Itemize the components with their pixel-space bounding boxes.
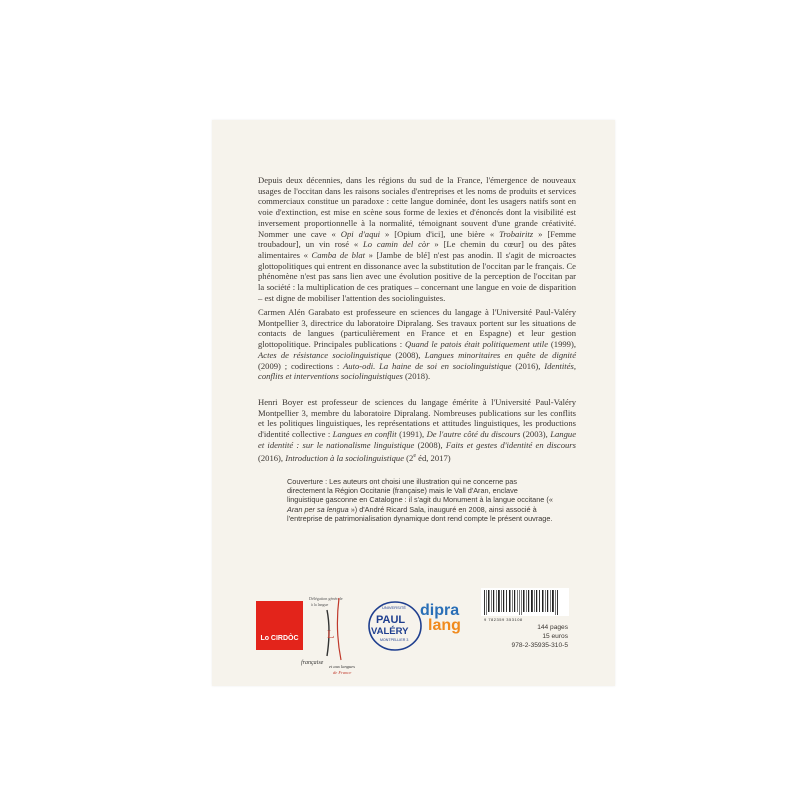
page-count: 144 pages — [537, 624, 568, 631]
price: 15 euros — [542, 633, 568, 640]
dglf-logo — [297, 590, 363, 682]
dglf-logo-bottom3: de France — [333, 670, 352, 675]
dglf-logo-mid: à la langue — [311, 602, 329, 607]
cover-caption: Couverture : Les auteurs ont choisi une illustration qui ne concerne pas directement la Région Occitanie (française) mais le Vall d'Aran, enclave linguistique gasconne en Catalogne : il s'agit du Monument à la langue occitane (« Aran per sa lengua ») d'André Ricard Sala, inauguré en 2008, ainsi associé à l'entreprise de patrimonialisation dynamique dont rend compte le présent ouvrage. — [287, 477, 553, 523]
author-bio-garabato: Carmen Alén Garabato est professeure en sciences du langage à l'Université Paul-Valéry Montpellier 3, directrice du laboratoire Dipralang. Ses travaux portent sur les situations de contacts de langues (particulièrement en France et en Espagne) et leur gestion glottopolitique. Principales publications : Quand le patois était politiquement utile (1999), Actes de résistance sociolinguistique (2008), Langues minoritaires en quête de dignité (2009) ; codirections : Auto-odi. La haine de soi en sociolinguistique (2016), Identités, conflits et interventions sociolinguistiques (2018). — [258, 307, 577, 382]
upv-logo-valery: VALÉRY — [371, 626, 409, 637]
dipralang-logo-lang: lang — [428, 617, 461, 634]
upv-logo-bottom: MONTPELLIER 3 — [380, 638, 409, 642]
dipralang-logo-dipra: dipra — [420, 602, 460, 619]
dglf-logo-top: Délégation générale — [309, 596, 343, 601]
upv-logo-top: UNIVERSITÉ — [382, 605, 407, 610]
svg-text:L: L — [327, 627, 335, 641]
dglf-logo-bottom1: française — [301, 660, 324, 666]
barcode — [481, 588, 569, 616]
isbn: 978-2-35935-310-5 — [511, 642, 568, 649]
summary-paragraph: Depuis deux décennies, dans les régions du sud de la France, l'émergence de nouveaux usages de l'occitan dans les raisons sociales d'entreprises et les noms de produits et services commerciaux constitue un paradoxe : cette langue dominée, dont les usagers natifs sont en voie d'extinction, est mise en scène sous forme de lexies et d'énoncés dont la visibilité est inversement proportionnelle à la normalité, témoignant souvent d'une grande créativité. Nommer une cave « Opi d'aqui » [Opium d'ici], une bière « Trobairitz » [Femme troubadour], un vin rosé « Lo camin del còr » [Le chemin du cœur] ou des pâtes alimentaires « Camba de blat » [Jambe de blé] n'est pas anodin. Il s'agit de microactes glottopolitiques qui entrent en dissonance avec la substitution de l'occitan par le français. Ce phénomène n'est pas sans lien avec une évolution positive de la perception de l'occitan par la société : la multiplication de ces pratiques – concernant une langue en voie de disparition – est digne de mobiliser l'attention des sociolinguistes. — [258, 175, 577, 303]
cirdoc-logo-text: Lo CIRDÒC — [260, 635, 299, 642]
barcode-number: 9 782359 353108 — [484, 617, 523, 622]
upv-logo-paul: PAUL — [376, 614, 406, 626]
cirdoc-logo — [256, 601, 303, 650]
dipralang-logo — [418, 597, 476, 641]
upv-logo — [362, 596, 424, 656]
dglf-logo-bottom2: et aux langues — [329, 664, 355, 669]
author-bio-boyer: Henri Boyer est professeur de sciences du langage émérite à l'Université Paul-Valéry Montpellier 3, membre du laboratoire Dipralang. Nombreuses publications sur les conflits et les politiques linguistiques, les représentations et attitudes linguistiques, les productions d'identité collective : Langues en conflit (1991), De l'autre côté du discours (2003), Langue et identité : sur le nationalisme linguistique (2008), Faits et gestes d'identité en discours (2016), Introduction à la sociolinguistique (2e éd, 2017) — [258, 397, 577, 463]
